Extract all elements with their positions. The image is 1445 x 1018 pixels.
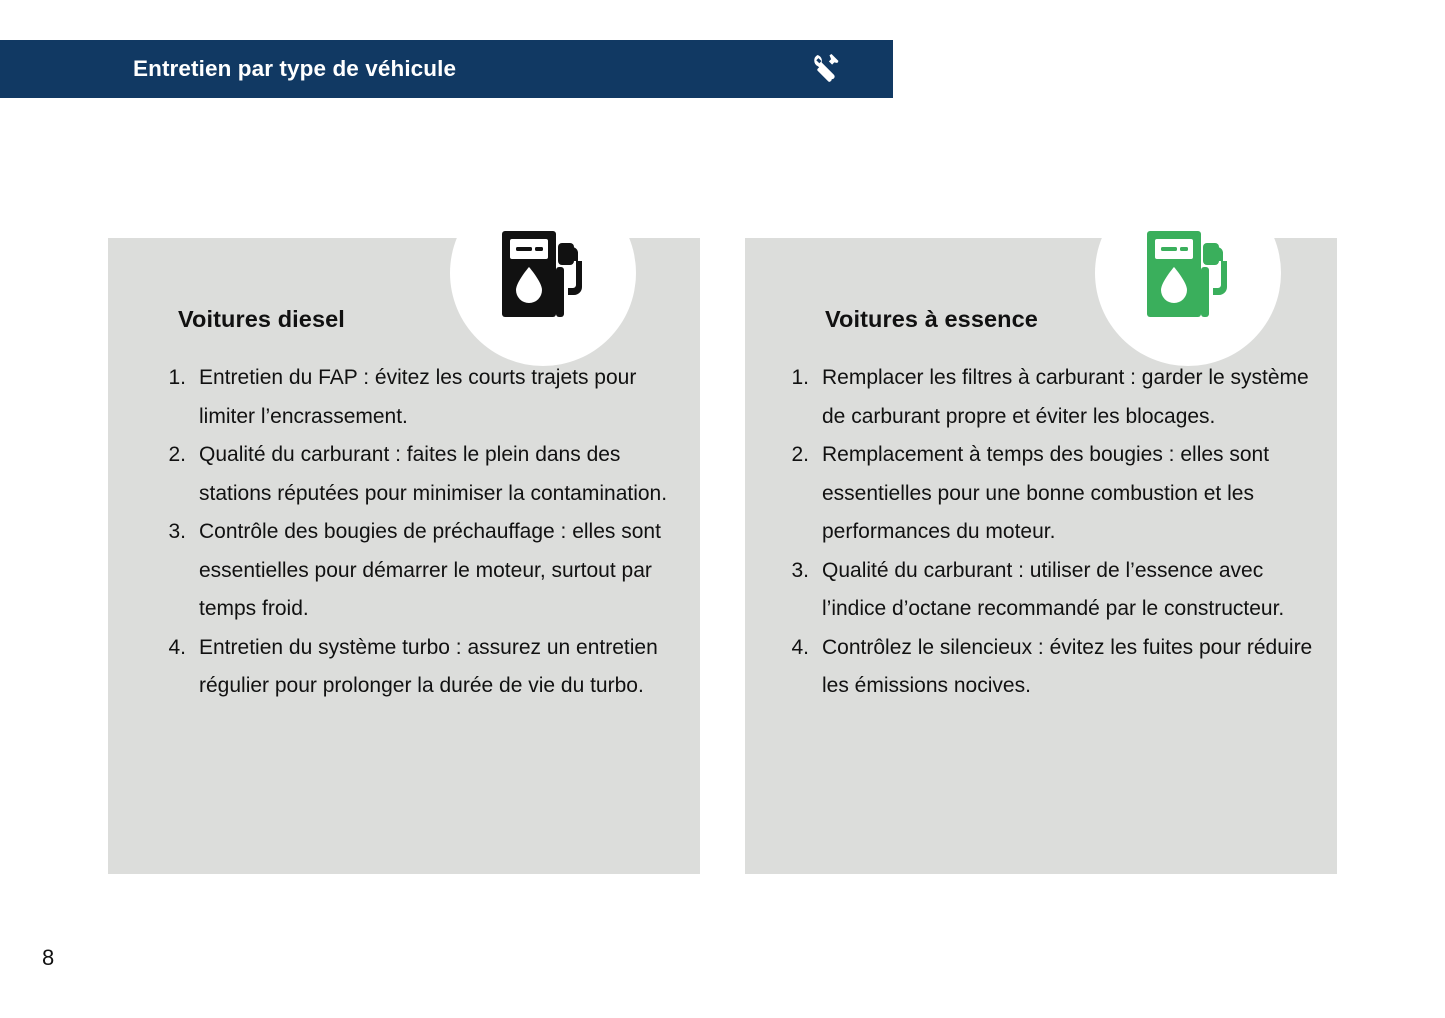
list-item: Contrôle des bougies de préchauffage : elles sont essentielles pour démarrer le moteur, surtout par temps froid. [199, 520, 661, 620]
list-item: Remplacer les filtres à carburant : garder le système de carburant propre et éviter les blocages. [822, 366, 1309, 428]
list-item: Qualité du carburant : utiliser de l’essence avec l’indice d’octane recommandé par le constructeur. [822, 558, 1285, 620]
card-list-essence [745, 333, 1337, 706]
page-title: Entretien par type de véhicule [133, 56, 457, 81]
list-item: Qualité du carburant : faites le plein dans des stations réputées pour minimiser la contamination. [199, 443, 668, 505]
page-number: 8 [42, 945, 55, 970]
list-item: Remplacement à temps des bougies : elles sont essentielles pour une bonne combustion et les performances du moteur. [822, 443, 1270, 543]
card-list-diesel [108, 333, 700, 706]
list-item: Contrôlez le silencieux : évitez les fuites pour réduire les émissions nocives. [822, 635, 1313, 697]
card-title-diesel: Voitures diesel [178, 306, 345, 332]
card-title-essence: Voitures à essence [825, 306, 1038, 332]
list-item: Entretien du FAP : évitez les courts trajets pour limiter l’encrassement. [199, 366, 637, 428]
list-item: Entretien du système turbo : assurez un entretien régulier pour prolonger la durée de vie du turbo. [199, 635, 658, 697]
card-essence [745, 238, 1337, 874]
card-diesel [108, 238, 700, 874]
